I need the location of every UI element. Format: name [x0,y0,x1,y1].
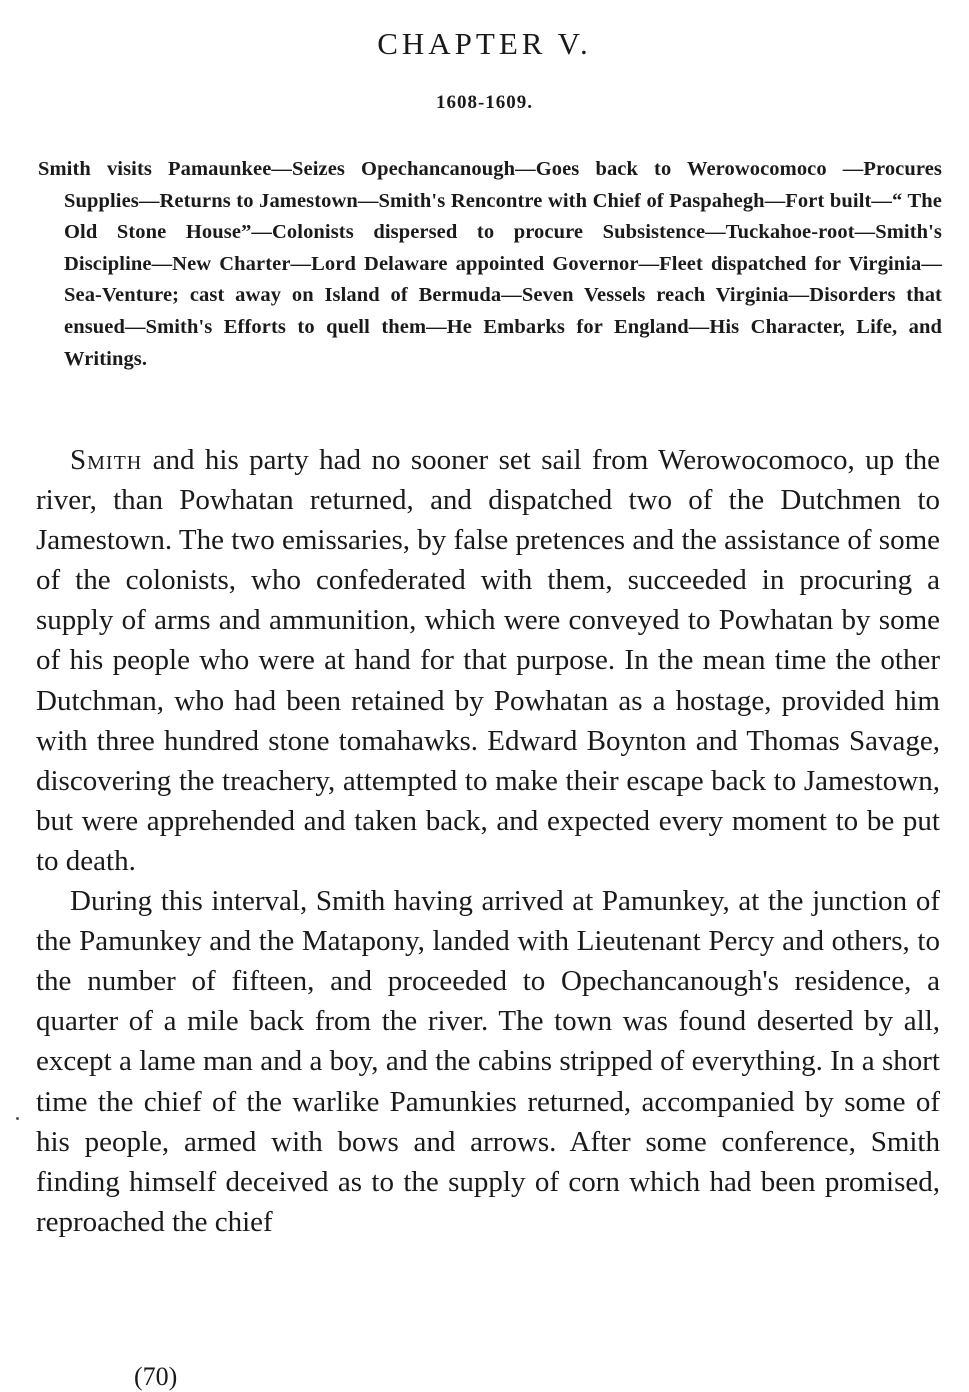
body-text [36,440,940,1242]
chapter-synopsis: Smith visits Pamaunkee—Seizes Opechancanough—Goes back to Werowocomoco —Procures Supplies—Returns to Jamestown—Smith's Rencontre with Chief of Paspahegh—Fort built—“ The Old Stone House”—Colonists dispersed to procure Subsistence—Tuckahoe-root—Smith's Discipline—New Charter—Lord Delaware appointed Governor—Fleet dispatched for Virginia—Sea-Venture; cast away on Island of Bermuda—Seven Vessels reach Virginia—Disorders that ensued—Smith's Efforts to quell them—He Embarks for England—His Character, Life, and Writings. [38,158,942,370]
paragraph-lead-word: Smith [70,444,143,476]
margin-mark [16,1117,19,1120]
paragraph-1-text: and his party had no sooner set sail from Werowocomoco, up the river, than Powhatan returned, and dispatched two of the Dutchmen to Jamestown. The two emissaries, by false pretences and the assistance of some of the colonists, who confederated with them, succeeded in procuring a supply of arms and ammunition, which were conveyed to Powhatan by some of his people who were at hand for that purpose. In the mean time the other Dutchman, who had been retained by Powhatan as a hostage, provided him with three hundred stone tomahawks. Edward Boynton and Thomas Savage, discovering the treachery, attempted to make their escape back to Jamestown, but were apprehended and taken back, and expected every moment to be put to death. [36,444,940,877]
paragraph-2: During this interval, Smith having arrived at Pamunkey, at the junction of the Pamunkey and the Matapony, landed with Lieutenant Percy and others, to the number of fifteen, and proceeded to Opechancanough's residence, a quarter of a mile back from the river. The town was found deserted by all, except a lame man and a boy, and the cabins stripped of everything. In a short time the chief of the warlike Pamunkies returned, accompanied by some of his people, armed with bows and arrows. After some conference, Smith finding himself deceived as to the supply of corn which had been promised, reproached the chief [36,885,940,1238]
chapter-dates: 1608-1609. [435,92,534,113]
paragraph-1 [36,440,940,881]
page-number: (70) [134,1362,178,1391]
chapter-title: CHAPTER V. [377,26,592,61]
